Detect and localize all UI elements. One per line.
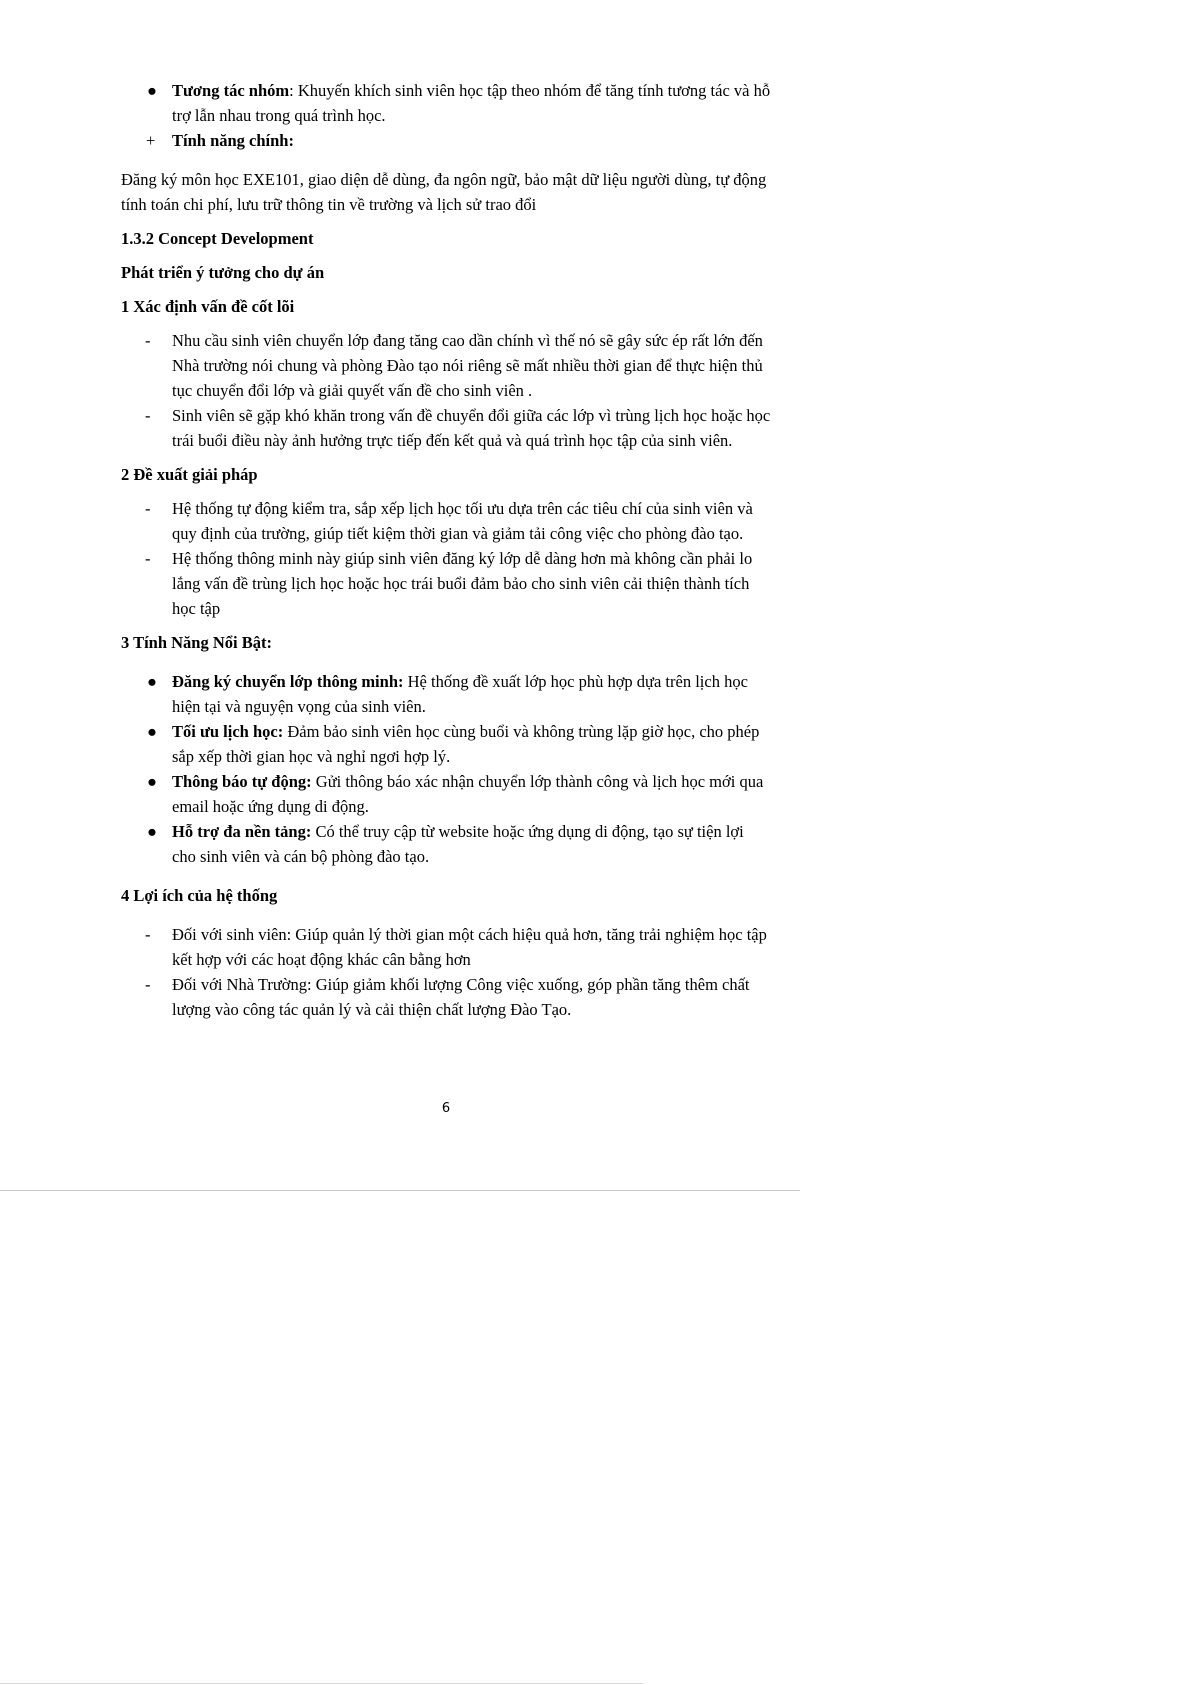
bullet-text: Hệ thống đề xuất lớp học phù hợp dựa trên lịch học hiện tại và nguyện vọng của sinh viên.	[172, 672, 748, 716]
dash-marker: -	[145, 975, 151, 994]
list-item	[121, 328, 771, 403]
subtitle: Phát triển ý tưởng cho dự án	[121, 263, 325, 282]
page-content	[121, 78, 771, 1022]
bullet-item-group-interaction	[121, 78, 771, 128]
page-separator	[0, 1190, 800, 1191]
bullet-bold-label: Hỗ trợ đa nền tảng:	[172, 822, 312, 841]
list-item-text: Hệ thống thông minh này giúp sinh viên đăng ký lớp dễ dàng hơn mà không cần phải lo lắng vấn đề trùng lịch học hoặc học trái buổi đảm bảo cho sinh viên cải thiện thành tích học tập	[172, 549, 753, 618]
section-4-title: 4 Lợi ích của hệ thống	[121, 886, 278, 905]
bullet-marker: ●	[147, 772, 157, 791]
section-1-title: 1 Xác định vấn đề cốt lõi	[121, 297, 295, 316]
list-item-text: Hệ thống tự động kiểm tra, sắp xếp lịch học tối ưu dựa trên các tiêu chí của sinh viên và quy định của trường, giúp tiết kiệm thời gian và giảm tải công việc cho phòng đào tạo.	[172, 499, 753, 543]
bullet-marker: ●	[147, 822, 157, 841]
bullet-bold-label: Thông báo tự động:	[172, 772, 312, 791]
list-item	[121, 922, 771, 972]
dash-marker: -	[145, 331, 151, 350]
bullet-marker: ●	[147, 672, 157, 691]
bullet-text: Có thể truy cập từ website hoặc ứng dụng di động, tạo sự tiện lợi cho sinh viên và cán bộ phòng đào tạo.	[172, 822, 744, 866]
list-item	[121, 669, 771, 719]
bullet-bold-label: Đăng ký chuyển lớp thông minh:	[172, 672, 404, 691]
dash-marker: -	[145, 406, 151, 425]
dash-marker: -	[145, 499, 151, 518]
list-item	[121, 819, 771, 869]
list-item	[121, 403, 771, 453]
list-item-text: Đối với sinh viên: Giúp quản lý thời gian một cách hiệu quả hơn, tăng trải nghiệm học tập kết hợp với các hoạt động khác cân bằng hơn	[172, 925, 767, 969]
plus-item-main-features	[121, 128, 771, 153]
bullet-text: Đảm bảo sinh viên học cùng buổi và không trùng lặp giờ học, cho phép sắp xếp thời gian học và nghỉ ngơi hợp lý.	[172, 722, 760, 766]
bullet-bold-label: Tương tác nhóm	[172, 81, 290, 100]
bullet-bold-label: Tối ưu lịch học:	[172, 722, 284, 741]
list-item	[121, 769, 771, 819]
list-item	[121, 546, 771, 621]
list-item-text: Đối với Nhà Trường: Giúp giảm khối lượng Công việc xuống, góp phần tăng thêm chất lượng vào công tác quản lý và cải thiện chất lượng Đào Tạo.	[172, 975, 750, 1019]
plus-marker: +	[146, 131, 156, 150]
bullet-text: : Khuyến khích sinh viên học tập theo nhóm để tăng tính tương tác và hỗ trợ lẫn nhau trong quá trình học.	[172, 81, 771, 125]
dash-marker: -	[145, 549, 151, 568]
page-number: 6	[441, 1101, 451, 1116]
features-label: Tính năng chính:	[172, 131, 294, 150]
list-item	[121, 972, 771, 1022]
dash-marker: -	[145, 925, 151, 944]
bottom-divider	[0, 1683, 643, 1684]
list-item-text: Nhu cầu sinh viên chuyển lớp đang tăng cao dần chính vì thế nó sẽ gây sức ép rất lớn đến Nhà trường nói chung và phòng Đào tạo nói riêng sẽ mất nhiều thời gian để thực hiện thủ tục chuyển đổi lớp và giải quyết vấn đề cho sinh viên .	[172, 331, 763, 400]
list-item	[121, 496, 771, 546]
bullet-marker: ●	[147, 81, 157, 100]
list-item-text: Sinh viên sẽ gặp khó khăn trong vấn đề chuyển đổi giữa các lớp vì trùng lịch học hoặc học trái buổi điều này ảnh hưởng trực tiếp đến kết quả và quá trình học tập của sinh viên.	[172, 406, 771, 450]
bullet-marker: ●	[147, 722, 157, 741]
section-title: 1.3.2 Concept Development	[121, 229, 314, 248]
bullet-text: Gửi thông báo xác nhận chuyển lớp thành công và lịch học mới qua email hoặc ứng dụng di động.	[172, 772, 764, 816]
features-paragraph: Đăng ký môn học EXE101, giao diện dễ dùng, đa ngôn ngữ, bảo mật dữ liệu người dùng, tự động tính toán chi phí, lưu trữ thông tin về trường và lịch sử trao đổi	[121, 170, 767, 214]
section-2-title: 2 Đề xuất giải pháp	[121, 465, 258, 484]
list-item	[121, 719, 771, 769]
section-3-title: 3 Tính Năng Nổi Bật:	[121, 633, 272, 652]
